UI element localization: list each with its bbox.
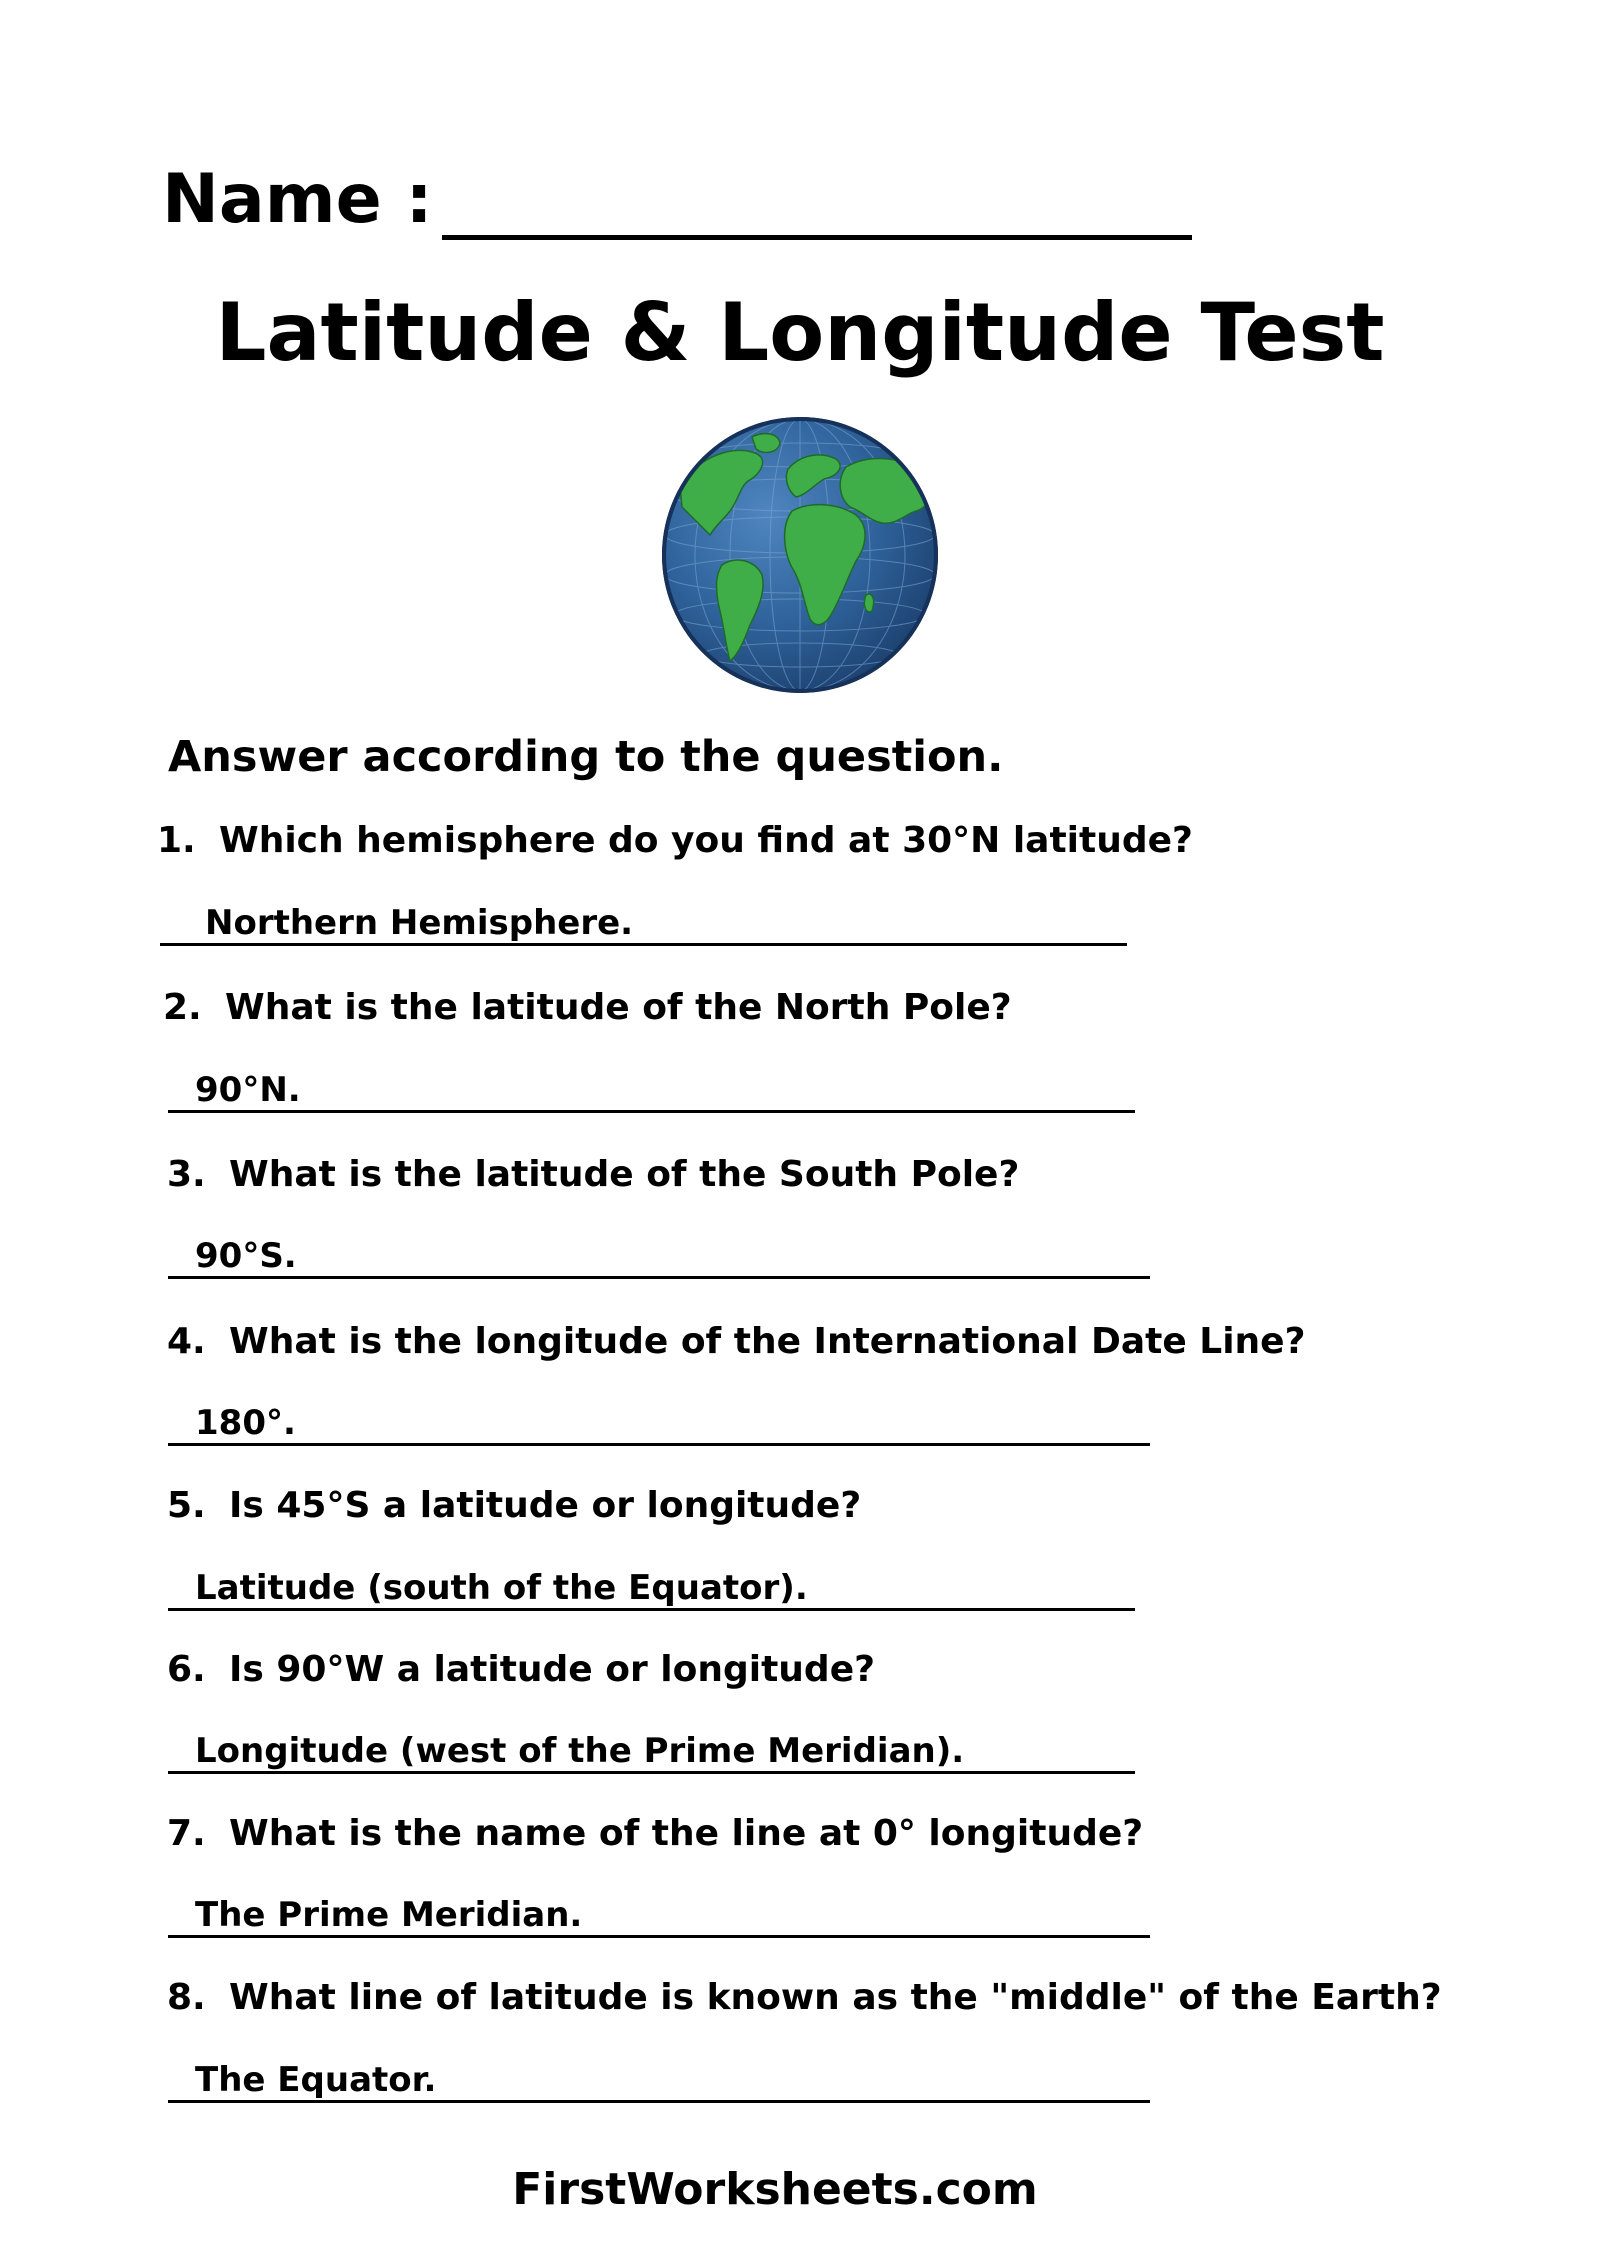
name-blank-line[interactable] (442, 235, 1192, 240)
question-2 (163, 984, 1012, 1032)
answer-text: Latitude (south of the Equator). (195, 1568, 808, 1608)
question-number: 7. (167, 1813, 206, 1854)
answer-text: The Prime Meridian. (195, 1895, 583, 1935)
question-text: What is the longitude of the International Date Line? (229, 1321, 1306, 1362)
question-number: 6. (167, 1649, 206, 1690)
question-1 (157, 817, 1193, 865)
question-number: 4. (167, 1321, 206, 1362)
question-number: 8. (167, 1977, 206, 2018)
question-number: 5. (167, 1485, 206, 1526)
answer-field-7[interactable] (168, 1892, 1150, 1938)
question-number: 1. (157, 820, 196, 861)
question-5 (167, 1482, 861, 1530)
answer-text: 90°S. (195, 1236, 297, 1276)
question-7 (167, 1810, 1143, 1858)
answer-field-3[interactable] (168, 1233, 1150, 1279)
question-6 (167, 1646, 875, 1694)
question-text: Which hemisphere do you find at 30°N latitude? (219, 820, 1193, 861)
answer-field-4[interactable] (168, 1400, 1150, 1446)
answer-field-8[interactable] (168, 2057, 1150, 2103)
answer-field-6[interactable] (168, 1728, 1135, 1774)
question-8 (167, 1974, 1442, 2022)
answer-field-5[interactable] (168, 1565, 1135, 1611)
question-3 (167, 1151, 1019, 1199)
page-title: Latitude & Longitude Test (215, 286, 1385, 379)
name-label: Name : (162, 160, 433, 239)
answer-text: Northern Hemisphere. (205, 903, 634, 943)
question-4 (167, 1318, 1305, 1366)
question-number: 2. (163, 987, 202, 1028)
answer-field-1[interactable] (160, 900, 1127, 946)
instructions: Answer according to the question. (168, 732, 1004, 782)
question-text: What is the name of the line at 0° longitude? (229, 1813, 1144, 1854)
answer-text: The Equator. (195, 2060, 437, 2100)
question-text: What is the latitude of the South Pole? (229, 1154, 1020, 1195)
globe-icon (660, 415, 940, 695)
question-text: Is 45°S a latitude or longitude? (229, 1485, 862, 1526)
question-text: Is 90°W a latitude or longitude? (229, 1649, 875, 1690)
name-row (162, 155, 1212, 245)
question-text: What line of latitude is known as the "middle" of the Earth? (229, 1977, 1442, 2018)
answer-field-2[interactable] (168, 1067, 1135, 1113)
question-number: 3. (167, 1154, 206, 1195)
question-text: What is the latitude of the North Pole? (225, 987, 1012, 1028)
answer-text: 180°. (195, 1403, 296, 1443)
answer-text: 90°N. (195, 1070, 301, 1110)
footer-site: FirstWorksheets.com (512, 2164, 1038, 2215)
answer-text: Longitude (west of the Prime Meridian). (195, 1731, 965, 1771)
